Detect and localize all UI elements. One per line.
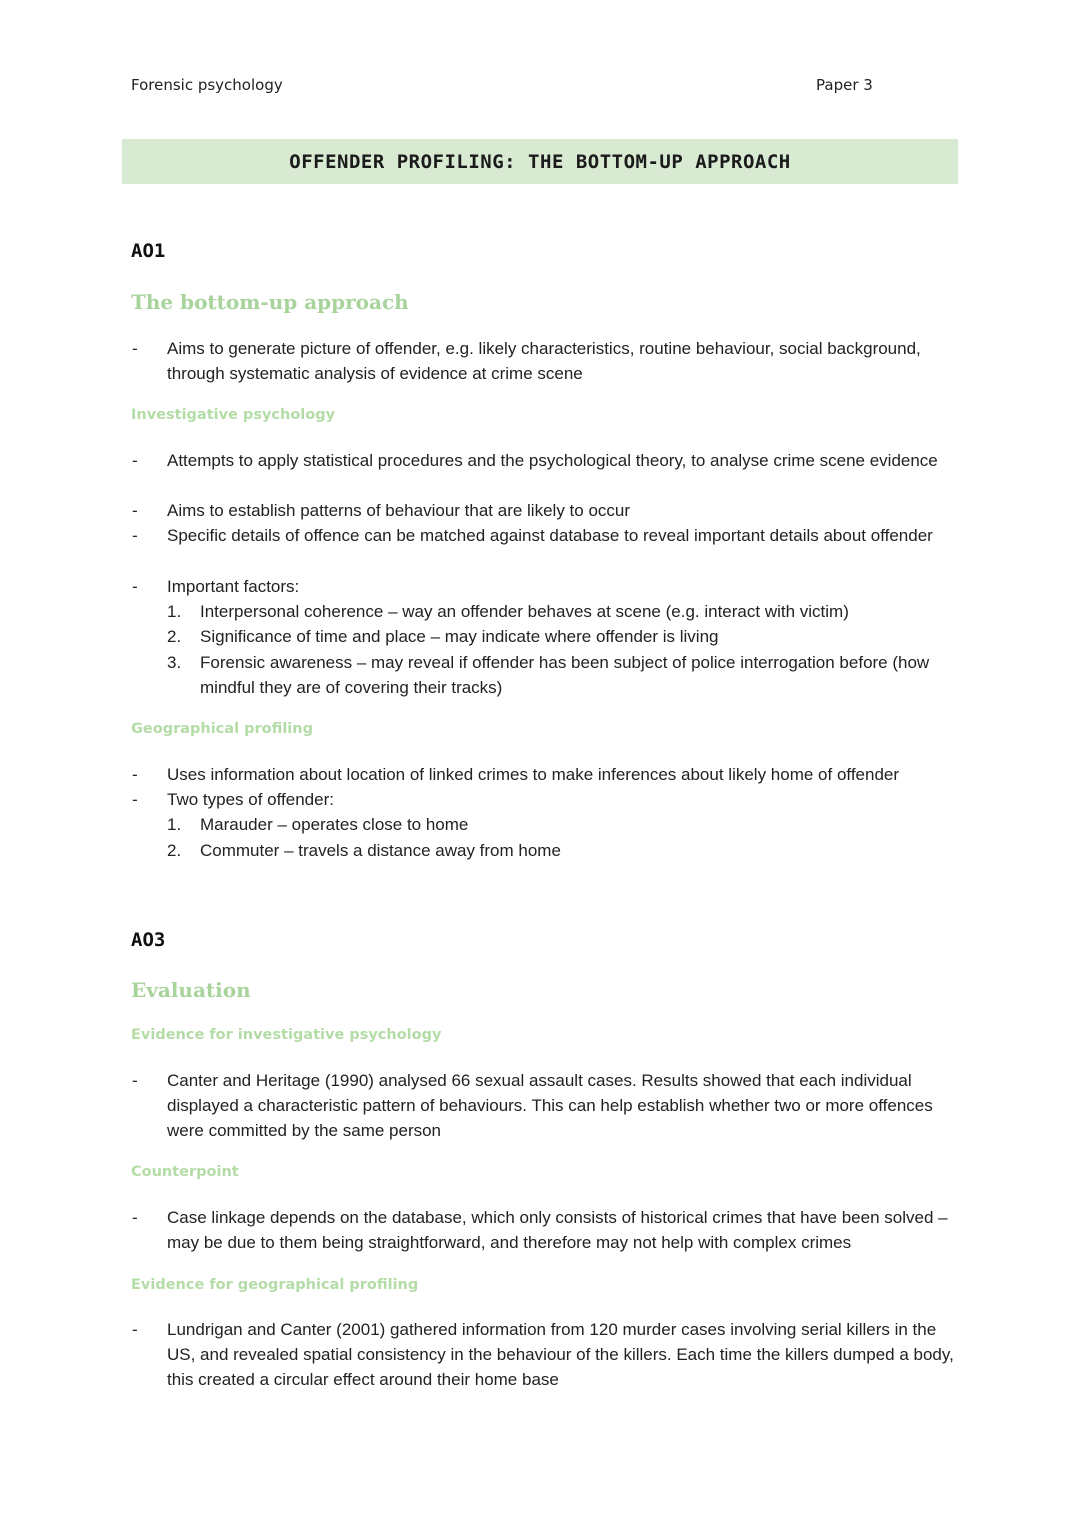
- bullet-dash: -: [132, 339, 138, 358]
- numbered-item: [167, 838, 967, 863]
- bullet-item: [132, 1205, 962, 1255]
- header-paper: Paper 3: [816, 76, 873, 94]
- item-number: 3.: [167, 653, 182, 672]
- bullet-text: Specific details of offence can be matched against database to reveal important details about offender: [167, 526, 933, 545]
- item-number: 1.: [167, 602, 182, 621]
- section-evaluation: Evaluation: [131, 978, 251, 1002]
- bullet-text: Aims to generate picture of offender, e.g. likely characteristics, routine behaviour, social background, through systematic analysis of evidence at crime scene: [167, 339, 921, 383]
- bullet-text: Two types of offender:: [167, 790, 334, 809]
- bullet-dash: -: [132, 451, 138, 470]
- bullet-item: [132, 787, 962, 812]
- item-number: 2.: [167, 841, 182, 860]
- bullet-dash: -: [132, 765, 138, 784]
- item-text: Interpersonal coherence – way an offender behaves at scene (e.g. interact with victim): [200, 602, 849, 621]
- bullet-text: Case linkage depends on the database, which only consists of historical crimes that have been solved – may be due to them being straightforward, and therefore may not help with complex crimes: [167, 1208, 948, 1252]
- item-number: 1.: [167, 815, 182, 834]
- bullet-text: Canter and Heritage (1990) analysed 66 sexual assault cases. Results showed that each individual displayed a characteristic pattern of behaviours. This can help establish whether two or more offences were committed by the same person: [167, 1071, 933, 1140]
- bullet-item: [132, 1068, 962, 1143]
- item-text: Significance of time and place – may indicate where offender is living: [200, 627, 719, 646]
- bullet-text: Aims to establish patterns of behaviour that are likely to occur: [167, 501, 631, 520]
- numbered-item: [167, 650, 967, 700]
- bullet-text: Lundrigan and Canter (2001) gathered information from 120 murder cases involving serial killers in the US, and revealed spatial consistency in the behaviour of the killers. Each time the killers dumped a body, this created a circular effect around their home base: [167, 1320, 954, 1389]
- bullet-text: Important factors:: [167, 577, 300, 596]
- bullet-dash: -: [132, 1208, 138, 1227]
- numbered-item: [167, 812, 967, 837]
- bullet-item: [132, 1317, 962, 1392]
- bullet-item: [132, 498, 962, 523]
- subheading-geographical: Geographical profiling: [131, 721, 313, 737]
- bullet-item: [132, 762, 962, 787]
- header-subject: Forensic psychology: [131, 76, 283, 94]
- numbered-item: [167, 599, 967, 624]
- bullet-dash: -: [132, 790, 138, 809]
- item-number: 2.: [167, 627, 182, 646]
- bullet-item: [132, 574, 962, 599]
- section-bottom-up: The bottom-up approach: [131, 290, 409, 314]
- bullet-item: [132, 336, 962, 386]
- subheading-evidence-geographical: Evidence for geographical profiling: [131, 1277, 419, 1293]
- bullet-text: Attempts to apply statistical procedures and the psychological theory, to analyse crime scene evidence: [167, 451, 938, 470]
- subheading-counterpoint: Counterpoint: [131, 1164, 239, 1180]
- item-text: Marauder – operates close to home: [200, 815, 469, 834]
- subheading-evidence-investigative: Evidence for investigative psychology: [131, 1027, 442, 1043]
- item-text: Forensic awareness – may reveal if offender has been subject of police interrogation before (how mindful they are of covering their tracks): [200, 653, 930, 697]
- title-banner: [122, 139, 958, 184]
- bullet-item: [132, 523, 962, 548]
- bullet-item: [132, 448, 962, 473]
- page-title: OFFENDER PROFILING: THE BOTTOM-UP APPROACH: [289, 150, 791, 173]
- ao3-label: AO3: [131, 929, 166, 951]
- numbered-item: [167, 624, 967, 649]
- subheading-investigative: Investigative psychology: [131, 407, 336, 423]
- bullet-dash: -: [132, 1071, 138, 1090]
- bullet-dash: -: [132, 501, 138, 520]
- item-text: Commuter – travels a distance away from home: [200, 841, 561, 860]
- ao1-label: AO1: [131, 240, 166, 262]
- bullet-dash: -: [132, 1320, 138, 1339]
- bullet-text: Uses information about location of linked crimes to make inferences about likely home of offender: [167, 765, 900, 784]
- bullet-dash: -: [132, 577, 138, 596]
- bullet-dash: -: [132, 526, 138, 545]
